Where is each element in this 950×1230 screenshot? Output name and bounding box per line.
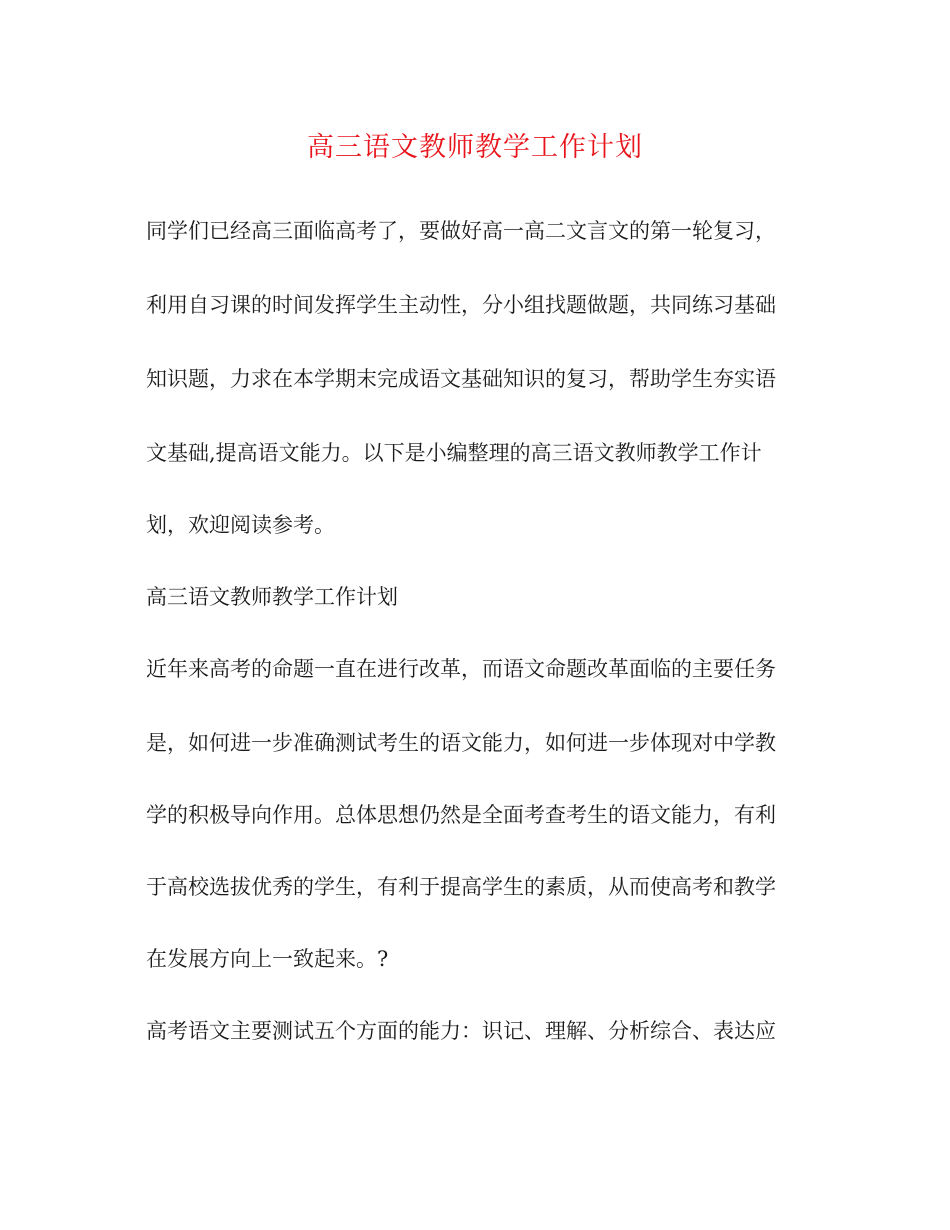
section-heading: 高三语文教师教学工作计划 bbox=[146, 585, 398, 609]
paragraph-line-6: 近年来高考的命题一直在进行改革，而语文命题改革面临的主要任务 bbox=[146, 657, 776, 681]
paragraph-line-2: 利用自习课的时间发挥学生主动性，分小组找题做题，共同练习基础 bbox=[146, 293, 776, 317]
paragraph-line-1: 同学们已经高三面临高考了，要做好高一高二文言文的第一轮复习， bbox=[146, 219, 776, 243]
paragraph-line-7: 是，如何进一步准确测试考生的语文能力，如何进一步体现对中学教 bbox=[146, 731, 776, 755]
paragraph-line-4: 文基础,提高语文能力。以下是小编整理的高三语文教师教学工作计 bbox=[146, 441, 762, 465]
document-title: 高三语文教师教学工作计划 bbox=[307, 132, 643, 163]
paragraph-line-3: 知识题，力求在本学期末完成语文基础知识的复习，帮助学生夯实语 bbox=[146, 367, 776, 391]
paragraph-line-8: 学的积极导向作用。总体思想仍然是全面考查考生的语文能力，有利 bbox=[146, 803, 776, 827]
paragraph-line-9: 于高校选拔优秀的学生，有利于提高学生的素质，从而使高考和教学 bbox=[146, 875, 776, 899]
paragraph-line-10: 在发展方向上一致起来。? bbox=[146, 947, 389, 971]
paragraph-line-5: 划，欢迎阅读参考。 bbox=[146, 513, 335, 537]
paragraph-line-11: 高考语文主要测试五个方面的能力：识记、理解、分析综合、表达应 bbox=[146, 1019, 776, 1043]
